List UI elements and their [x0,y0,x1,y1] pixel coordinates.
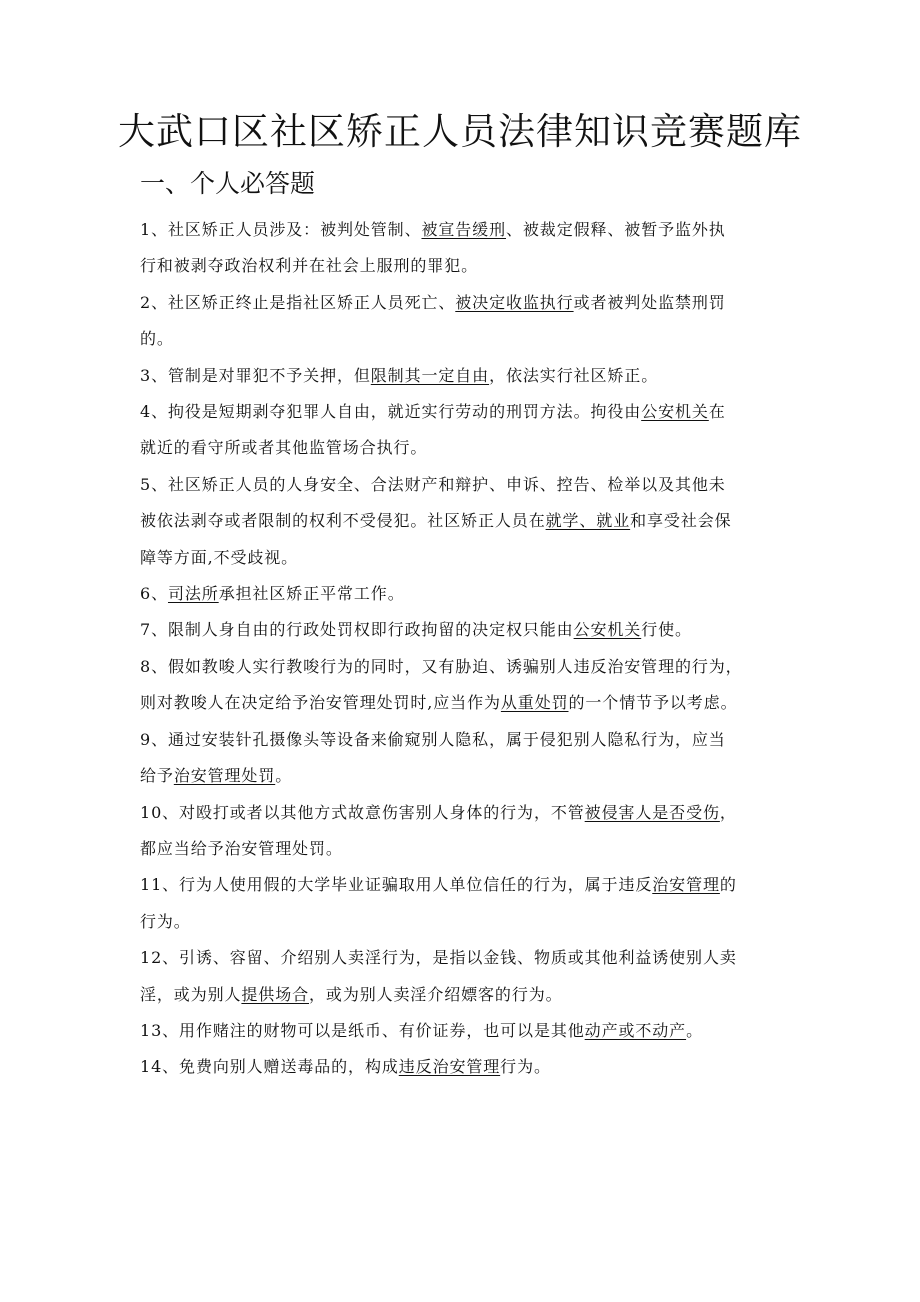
question-line [140,722,784,758]
question-text: 2、社区矫正终止是指社区矫正人员死亡、 [140,292,456,312]
question-line [140,540,784,576]
question-text: 5、社区矫正人员的人身安全、合法财产和辩护、申诉、控告、检举以及其他未 [140,474,726,494]
question-line [140,1049,784,1085]
question-item [140,612,784,648]
question-text: 就近的看守所或者其他监管场合执行。 [140,438,428,458]
question-text: 障等方面,不受歧视。 [140,547,299,567]
question-item [140,212,784,285]
question-line [140,321,784,357]
question-line [140,467,784,503]
question-text: 在 [708,402,726,422]
question-text: 、被裁定假释、被暂予监外执 [506,220,726,239]
document-title: 大武口区社区矫正人员法律知识竞赛题库 [118,110,802,153]
answer-underlined: 限制其一定自由 [370,365,490,385]
question-text: 8、假如教唆人实行教唆行为的同时，又有胁迫、诱骗别人违反治安管理的行为， [140,656,743,676]
question-text: 行和被剥夺政治权利并在社会上服刑的罪犯。 [140,256,479,276]
question-text: 6、 [140,584,168,604]
answer-underlined: 被侵害人是否受伤 [584,802,720,822]
question-list [140,212,784,1086]
question-line [140,285,784,321]
question-text: ， [719,802,737,822]
question-item [140,940,784,1013]
answer-underlined: 治安管理处罚 [173,766,276,786]
question-line [140,576,784,612]
question-text: 行为。 [140,911,191,931]
question-text: 1、社区矫正人员涉及：被判处管制、 [140,220,422,239]
question-line [140,795,784,831]
answer-underlined: 从重处罚 [500,693,569,713]
question-text: 行为。 [500,1057,551,1077]
question-item [140,649,784,722]
question-text: 12、引诱、容留、介绍别人卖淫行为，是指以金钱、物质或其他利益诱使别人卖 [140,948,737,968]
question-item [140,1049,784,1085]
question-line [140,867,784,903]
question-line [140,940,784,976]
question-text: 7、限制人身自由的行政处罚权即行政拘留的决定权只能由 [140,620,574,640]
question-line [140,1013,784,1049]
question-line [140,649,784,685]
answer-underlined: 动产或不动产 [584,1020,687,1040]
question-text: 则对教唆人在决定给予治安管理处罚时,应当作为 [140,693,501,713]
question-item [140,285,784,358]
question-line [140,394,784,430]
question-line [140,358,784,394]
question-text: 14、免费向别人赠送毒品的，构成 [140,1057,399,1077]
answer-underlined: 提供场合 [241,984,310,1004]
question-text: 的一个情节予以考虑。 [568,693,738,713]
question-item [140,576,784,612]
question-item [140,722,784,795]
question-text: 3、管制是对罪犯不予关押，但 [140,365,371,385]
question-line [140,612,784,648]
question-text: 10、对殴打或者以其他方式故意伤害别人身体的行为，不管 [140,802,585,822]
answer-underlined: 公安机关 [641,402,709,422]
question-item [140,358,784,394]
answer-underlined: 公安机关 [573,620,642,640]
question-text: 都应当给予治安管理处罚。 [140,838,343,858]
question-text: 淫，或为别人 [140,984,242,1004]
question-line [140,212,784,248]
question-item [140,394,784,467]
question-text: ，或为别人卖淫介绍嫖客的行为。 [309,984,563,1004]
answer-underlined: 就学、就业 [545,511,631,531]
answer-underlined: 被决定收监执行 [455,292,574,312]
question-text: 承担社区矫正平常工作。 [218,584,405,604]
answer-underlined: 司法所 [167,584,219,604]
question-item [140,795,784,868]
question-text: 。 [275,766,293,786]
question-line [140,503,784,539]
question-item [140,1013,784,1049]
question-text: 和享受社会保 [630,511,732,531]
question-text: 。 [686,1020,703,1040]
question-line [140,904,784,940]
question-text: 4、拘役是短期剥夺犯罪人自由，就近实行劳动的刑罚方法。拘役由 [140,402,642,422]
question-text: 行使。 [641,620,692,640]
question-text: 的 [719,875,737,895]
question-line [140,758,784,794]
question-line [140,248,784,284]
question-item [140,467,784,576]
question-text: 或者被判处监禁刑罚 [573,292,726,312]
question-line [140,430,784,466]
question-line [140,977,784,1013]
question-text: 11、行为人使用假的大学毕业证骗取用人单位信任的行为，属于违反 [140,875,653,895]
question-text: ，依法实行社区矫正。 [489,365,659,385]
question-line [140,831,784,867]
section-heading: 一、个人必答题 [140,169,316,198]
question-text: 给予 [140,766,174,786]
answer-underlined: 治安管理 [652,875,720,895]
question-line [140,685,784,721]
question-text: 的。 [140,329,174,349]
question-text: 被依法剥夺或者限制的权利不受侵犯。社区矫正人员在 [140,511,546,531]
question-item [140,867,784,940]
answer-underlined: 违反治安管理 [398,1057,501,1077]
question-text: 9、通过安装针孔摄像头等设备来偷窥别人隐私，属于侵犯别人隐私行为，应当 [140,729,726,749]
answer-underlined: 被宣告缓刑 [421,220,506,239]
question-text: 13、用作赌注的财物可以是纸币、有价证券，也可以是其他 [140,1020,585,1040]
